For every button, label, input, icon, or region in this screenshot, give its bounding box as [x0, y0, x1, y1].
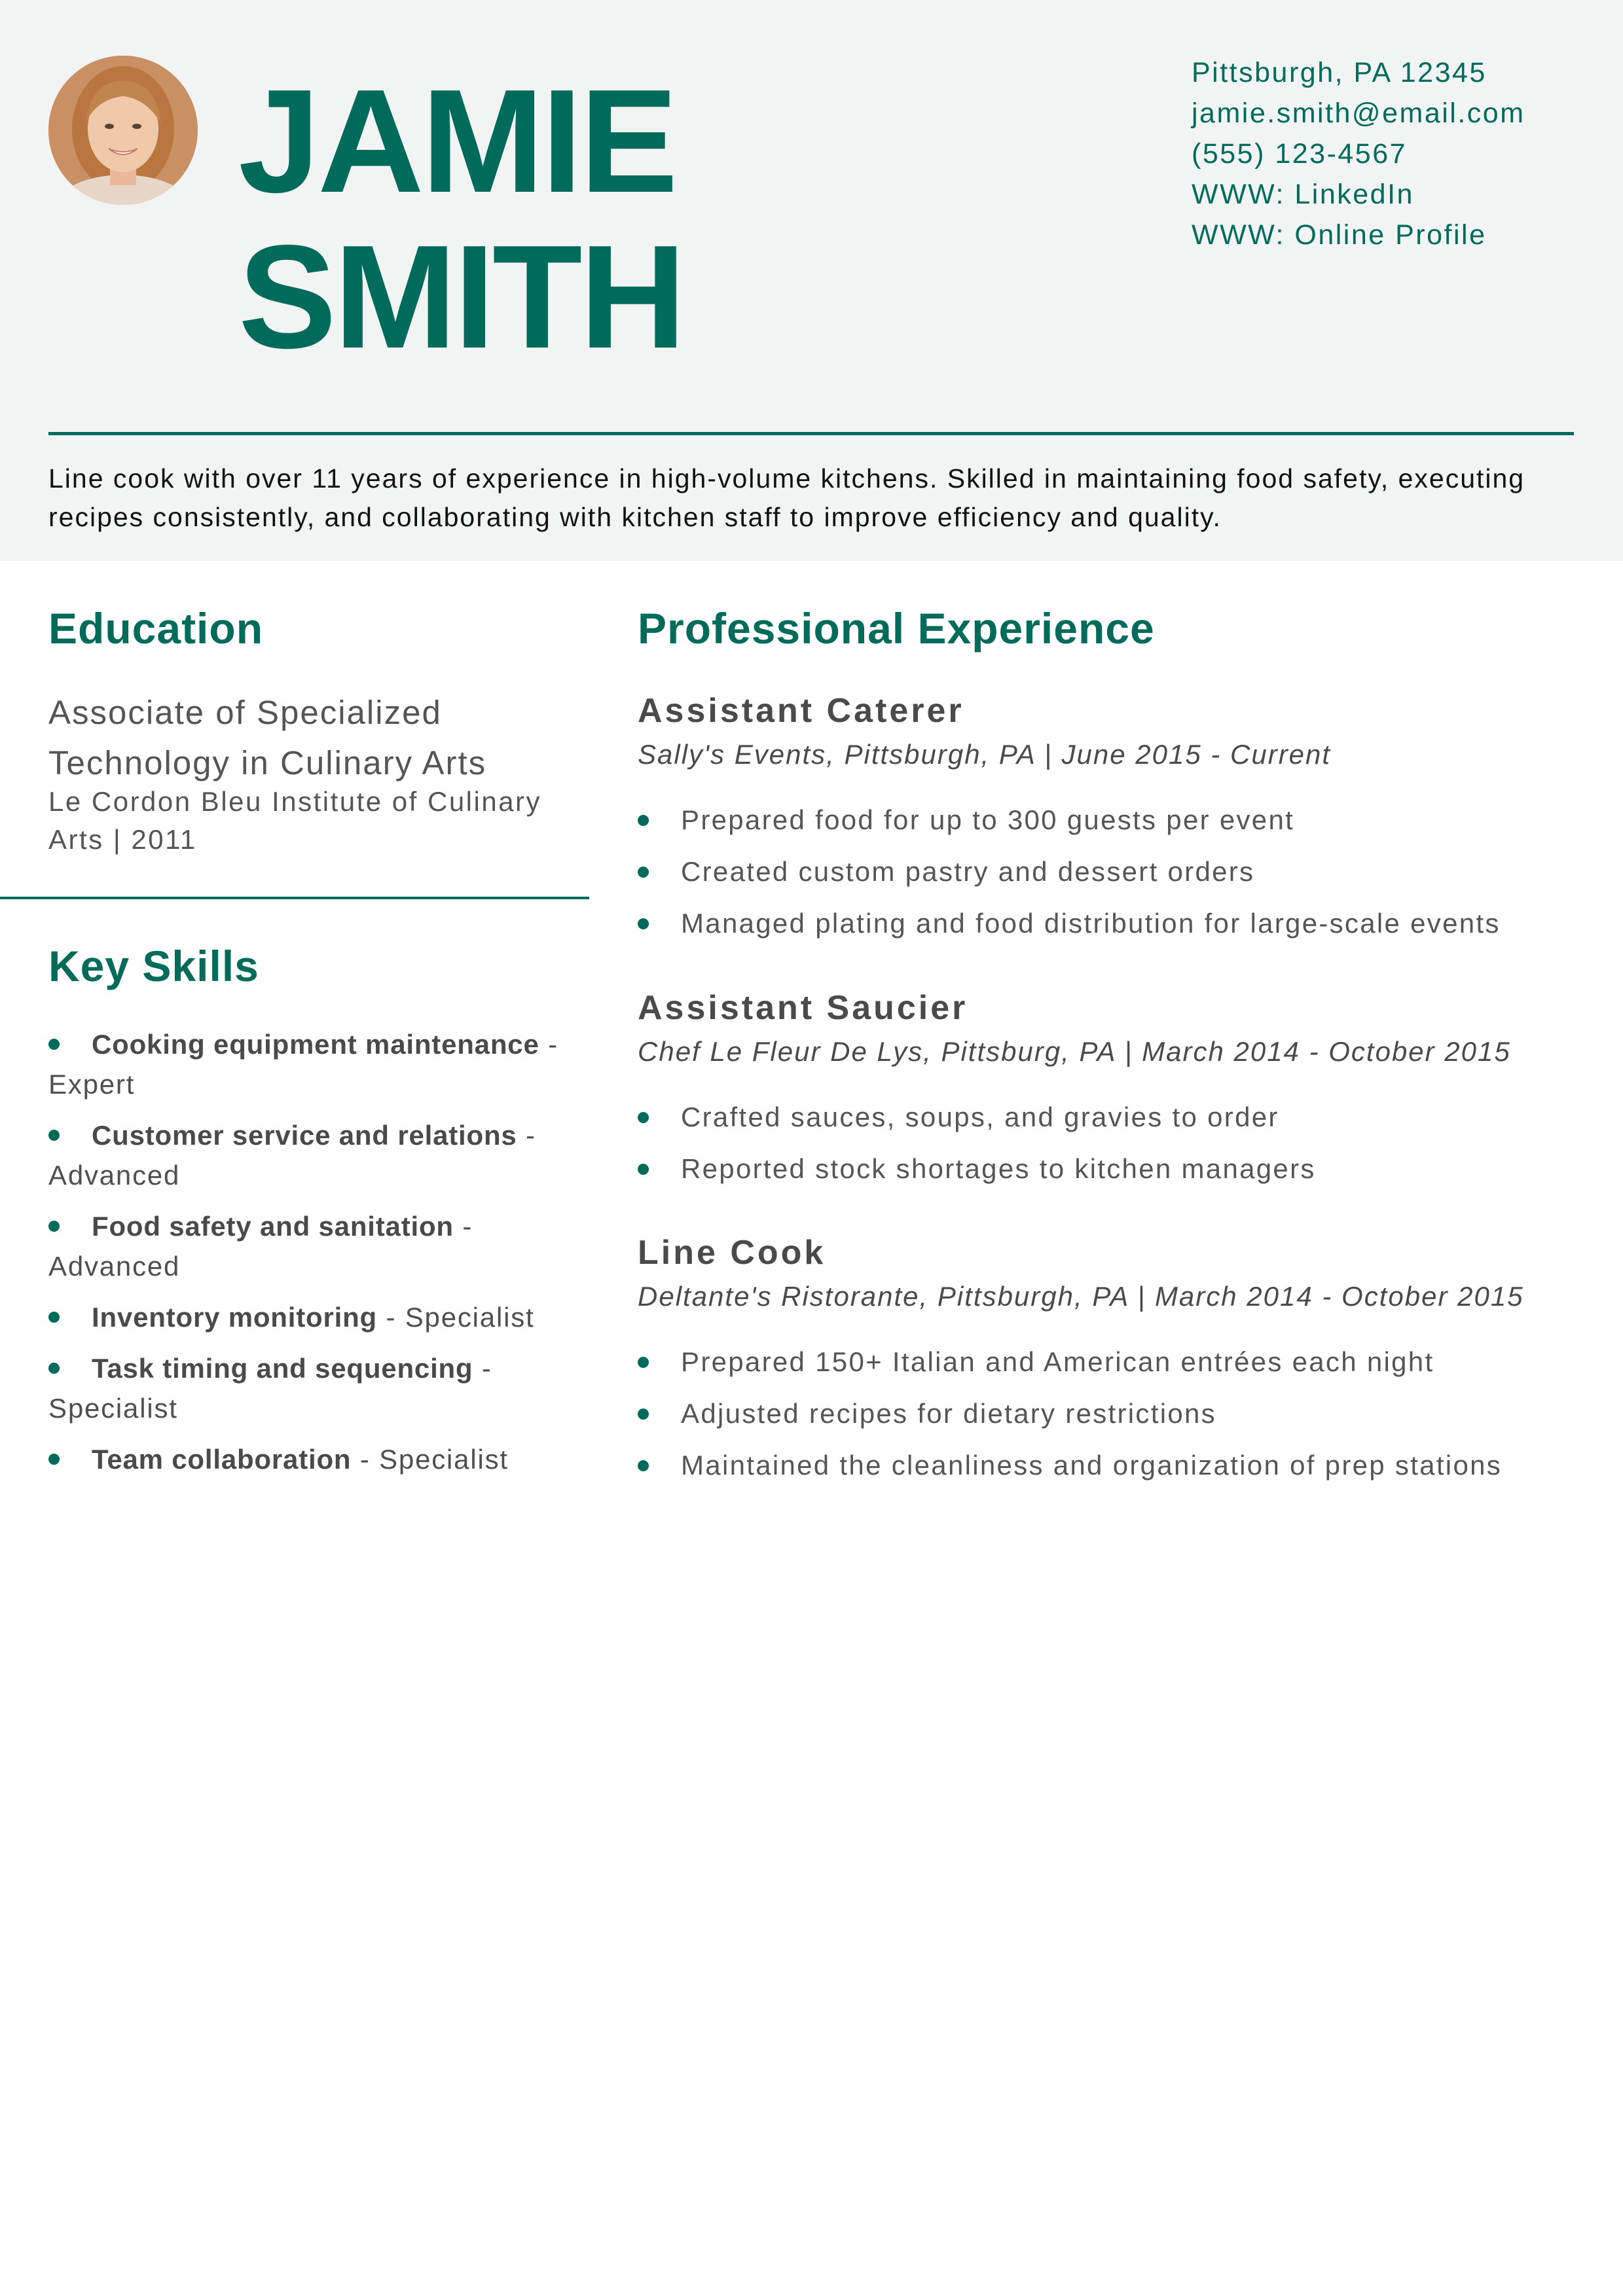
skill-name: Cooking equipment maintenance: [92, 1029, 539, 1060]
list-item: [638, 1395, 1580, 1433]
bullet-icon: [638, 815, 649, 826]
profile-photo-icon: [48, 56, 198, 205]
skill-name: Customer service and relations: [92, 1120, 517, 1151]
list-item: [638, 1446, 1580, 1484]
list-item-text: Adjusted recipes for dietary restrictions: [681, 1398, 1216, 1429]
job-location: Pittsburg, PA: [941, 1036, 1116, 1067]
bullet-icon: [48, 1039, 60, 1050]
list-item: [638, 1343, 1580, 1381]
education-degree: Associate of Specialized Technology in Culinary Arts: [48, 694, 487, 781]
list-item-text: Reported stock shortages to kitchen managers: [681, 1153, 1316, 1184]
list-item: [638, 905, 1580, 942]
contact-info: [1192, 52, 1525, 255]
bullet-icon: [48, 1130, 60, 1141]
skill-level: Advanced: [48, 1251, 181, 1282]
job-title: Assistant Saucier: [638, 989, 968, 1027]
job-title: Assistant Caterer: [638, 692, 964, 730]
list-item: [638, 1150, 1580, 1188]
contact-email[interactable]: jamie.smith@email.com: [1192, 98, 1525, 129]
job-location: Pittsburgh, PA: [937, 1281, 1129, 1312]
bullet-icon: [638, 1112, 649, 1123]
job-meta: Chef Le Fleur De Lys, Pittsburg, PA | March 2014 - October 2015: [638, 1036, 1511, 1067]
skill-level: Advanced: [48, 1160, 181, 1191]
bullet-icon: [48, 1454, 60, 1465]
skill-item: Cooking equipment maintenance - Expert: [48, 1029, 558, 1100]
contact-location: Pittsburgh, PA 12345: [1192, 57, 1487, 88]
skill-level: Specialist: [48, 1393, 178, 1424]
job-company: Chef Le Fleur De Lys: [638, 1036, 924, 1067]
skill-level: Specialist: [405, 1302, 535, 1333]
skill-name: Team collaboration: [92, 1444, 352, 1475]
skill-level: Expert: [48, 1069, 136, 1100]
skill-item: Customer service and relations - Advanced: [48, 1120, 536, 1191]
job-location: Pittsburgh, PA: [844, 739, 1036, 770]
skill-item: Inventory monitoring - Specialist: [48, 1297, 585, 1337]
bullet-icon: [638, 1460, 649, 1471]
bullet-icon: [638, 1164, 649, 1175]
skills-title: Key Skills: [48, 942, 259, 990]
header-divider: [48, 432, 1574, 435]
professional-summary: Line cook with over 11 years of experience in high-volume kitchens. Skilled in maintaining food safety, executing recipes consistently, and collaborating with kitchen staff to improve efficiency and quality.: [48, 463, 1525, 532]
education-year: 2011: [131, 824, 197, 855]
skill-level: Specialist: [379, 1444, 509, 1475]
job-meta: Deltante's Ristorante, Pittsburgh, PA | March 2014 - October 2015: [638, 1281, 1524, 1312]
list-item-text: Prepared food for up to 300 guests per event: [681, 804, 1295, 835]
skill-item: Team collaboration - Specialist: [48, 1439, 585, 1479]
skills-list: [48, 1024, 585, 1490]
list-item-text: Crafted sauces, soups, and gravies to order: [681, 1102, 1279, 1132]
bullet-icon: [48, 1312, 60, 1323]
candidate-name: [238, 58, 684, 379]
bullet-icon: [638, 918, 649, 929]
list-item: [638, 1098, 1580, 1136]
bullet-icon: [638, 867, 649, 878]
last-name: SMITH: [238, 214, 684, 379]
skill-name: Task timing and sequencing: [92, 1353, 473, 1384]
experience-title: Professional Experience: [638, 604, 1155, 653]
bullet-icon: [638, 1357, 649, 1368]
list-item-text: Created custom pastry and dessert orders: [681, 856, 1255, 887]
contact-linkedin-link[interactable]: WWW: LinkedIn: [1192, 179, 1414, 210]
avatar: [48, 56, 198, 205]
skill-name: Inventory monitoring: [92, 1302, 377, 1333]
job-company: Deltante's Ristorante: [638, 1281, 920, 1312]
job-bullets: [638, 1098, 1580, 1202]
bullet-icon: [48, 1221, 60, 1232]
education-school: Le Cordon Bleu Institute of Culinary Arts | 2011: [48, 786, 542, 855]
job-dates: March 2014 - October 2015: [1154, 1281, 1524, 1312]
job-meta: Sally's Events, Pittsburgh, PA | June 2015 - Current: [638, 739, 1332, 770]
job-company: Sally's Events: [638, 739, 827, 770]
list-item-text: Maintained the cleanliness and organization of prep stations: [681, 1450, 1503, 1480]
job-bullets: [638, 801, 1580, 956]
skill-name: Food safety and sanitation: [92, 1211, 454, 1242]
job-bullets: [638, 1343, 1580, 1498]
skill-item: Food safety and sanitation - Advanced: [48, 1211, 473, 1282]
list-item-text: Managed plating and food distribution for large-scale events: [681, 908, 1501, 939]
first-name: JAMIE: [238, 58, 676, 223]
list-item-text: Prepared 150+ Italian and American entrées each night: [681, 1346, 1434, 1377]
contact-phone: (555) 123-4567: [1192, 138, 1408, 170]
bullet-icon: [48, 1363, 60, 1374]
list-item: [638, 853, 1580, 891]
education-title: Education: [48, 604, 264, 653]
job-title: Line Cook: [638, 1234, 826, 1272]
education-school-name: Le Cordon Bleu Institute of Culinary Arts: [48, 786, 542, 855]
job-dates: June 2015 - Current: [1061, 739, 1332, 770]
skill-item: Task timing and sequencing - Specialist: [48, 1353, 492, 1424]
bullet-icon: [638, 1408, 649, 1420]
job-dates: March 2014 - October 2015: [1142, 1036, 1511, 1067]
contact-profile-link[interactable]: WWW: Online Profile: [1192, 219, 1487, 251]
education-divider: [0, 897, 589, 899]
list-item: [638, 801, 1580, 839]
